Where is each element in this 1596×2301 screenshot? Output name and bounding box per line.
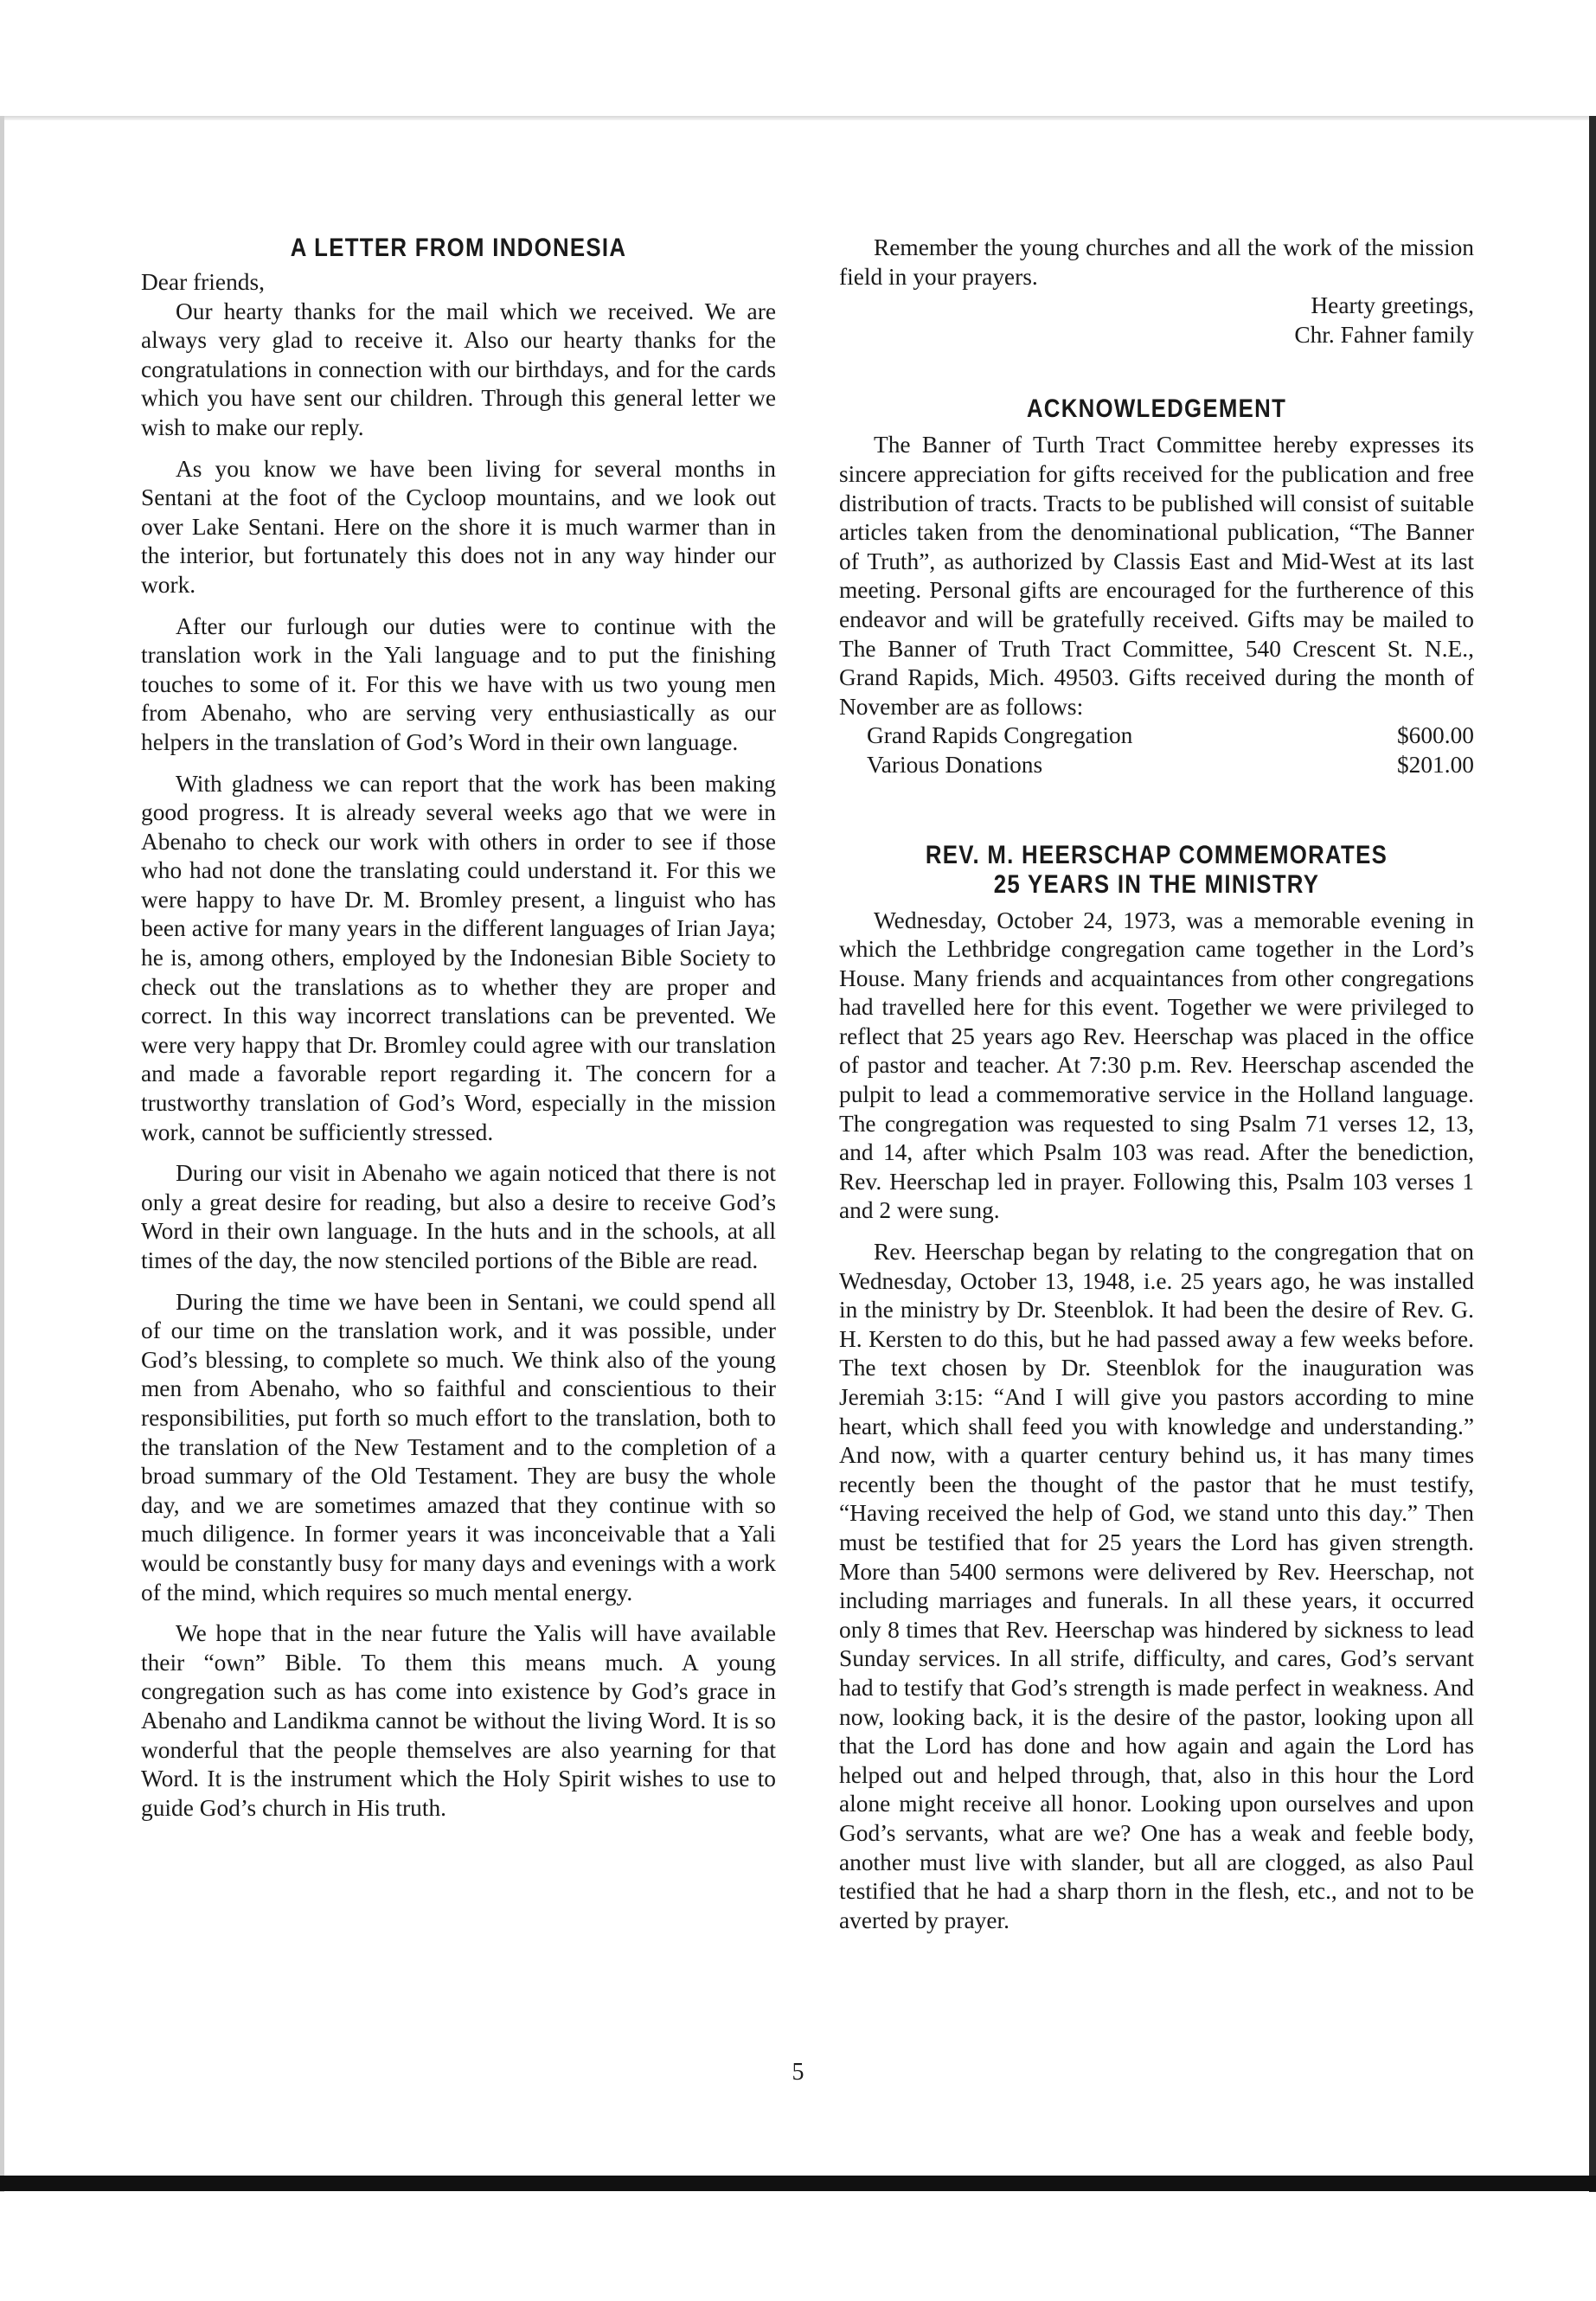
gift-row	[867, 721, 1474, 751]
scan-right-edge	[1589, 116, 1596, 2192]
commemoration-title-line1: REV. M. HEERSCHAP COMMEMORATES	[925, 840, 1388, 869]
commemoration-paragraph: Wednesday, October 24, 1973, was a memorable evening in which the Lethbridge congregation came together in the Lord’s House. Many friends and acquaintances from other congregations had travelled here for this event. Together we were privileged to reflect that 25 years ago Rev. Heerschap was placed in the office of pastor and teacher. At 7:30 p.m. Rev. Heerschap ascended the pulpit to lead a commemorative service in the Holland language. The congregation was requested to sing Psalm 71 verses 12, 13, and 14, after which Psalm 103 was read. After the benediction, Rev. Heerschap led in prayer. Following this, Psalm 103 verses 1 and 2 were sung.	[839, 907, 1474, 1224]
gift-row	[867, 751, 1474, 780]
letter-closing-paragraph: Remember the young churches and all the work of the mission field in your prayers.	[839, 234, 1474, 290]
acknowledgement-paragraph: The Banner of Turth Tract Committee hereby expresses its sincere appreciation for gifts received for the publication and free distribution of tracts. Tracts to be published will consist of suitable articles taken from the denominational publication, “The Banner of Truth”, as authorized by Classis East and Mid-West at its last meeting. Personal gifts are encouraged for the furtherence of this endeavor and will be gratefully received. Gifts may be mailed to The Banner of Truth Tract Committee, 540 Crescent St. N.E., Grand Rapids, Mich. 49503. Gifts received during the month of November are as follows:	[839, 432, 1474, 720]
letter-paragraph: With gladness we can report that the work has been making good progress. It is already several weeks ago that we were in Abenaho to check our work with others in order to see if those who had not done the translating could understand it. For this we were happy to have Dr. M. Bromley present, a linguist who has been active for many years in the different languages of Irian Jaya; he is, among others, employed by the Indonesian Bible Society to check out the translations as to whether they are proper and correct. In this way incorrect translations can be prevented. We were very happy that Dr. Bromley could agree with our translation and made a favorable report regarding it. The concern for a trustworthy translation of God’s Word, especially in the mission work, cannot be sufficiently stressed.	[141, 770, 776, 1145]
scan-bottom-edge	[0, 2176, 1596, 2191]
page-number: 5	[792, 2059, 804, 2086]
commemoration-title-line2: 25 YEARS IN THE MINISTRY	[993, 869, 1320, 899]
letter-paragraph: During the time we have been in Sentani, we could spend all of our time on the translation work, and it was possible, under God’s blessing, to complete so much. We think also of the young men from Abenaho, who so faithful and conscientious to their responsibilities, put forth so much effort to the translation, both to the translation of the New Testament and to the completion of a broad summary of the Old Testament. They are busy the whole day, and we are sometimes amazed that they continue with so much diligence. In former years it was inconceivable that a Yali would be constantly busy for many days and evenings with a work of the mind, which requires so much mental energy.	[141, 1288, 776, 1606]
letter-sign-off: Hearty greetings,	[1311, 292, 1474, 319]
letter-paragraph: After our furlough our duties were to continue with the translation work in the Yali language and to put the finishing touches to some of it. For this we have with us two young men from Abenaho, who are serving very enthusiastically as our helpers in the translation of God’s Word in their own language.	[141, 612, 776, 755]
letter-title: A LETTER FROM INDONESIA	[290, 234, 627, 262]
scan-left-edge	[0, 116, 4, 2192]
letter-paragraph: Our hearty thanks for the mail which we received. We are always very glad to receive it. Also our hearty thanks for the congratulations in connection with our birthdays, and for the cards which you have sent our children. Through this general letter we wish to make our reply.	[141, 298, 776, 440]
gift-source: Various Donations	[867, 751, 1043, 778]
letter-paragraph: During our visit in Abenaho we again noticed that there is not only a great desire for reading, but also a desire to receive God’s Word in their own language. In the huts and in the schools, at all times of the day, the now stenciled portions of the Bible are read.	[141, 1160, 776, 1273]
letter-salutation: Dear friends,	[141, 269, 265, 295]
gift-amount: $201.00	[1396, 751, 1474, 778]
letter-paragraph: We hope that in the near future the Yalis will have available their “own” Bible. To them this means much. A young congregation such as has come into existence by God’s grace in Abenaho and Landikma cannot be without the living Word. It is so wonderful that the people themselves are also yearning for that Word. It is the instrument which the Holy Spirit wishes to use to guide God’s church in His truth.	[141, 1620, 776, 1821]
right-column	[839, 234, 1474, 1935]
acknowledgement-title: ACKNOWLEDGEMENT	[1026, 394, 1287, 424]
letter-paragraph: As you know we have been living for several months in Sentani at the foot of the Cycloop mountains, and we look out over Lake Sentani. Here on the shore it is much warmer than in the interior, but fortunately this does not in any way hinder our work.	[141, 455, 776, 598]
gifts-list	[839, 721, 1474, 779]
commemoration-paragraph: Rev. Heerschap began by relating to the congregation that on Wednesday, October 13, 1948, i.e. 25 years ago, he was installed in the ministry by Dr. Steenblok. It had been the desire of Rev. G. H. Kersten to do this, but he had passed away a few weeks before. The text chosen by Dr. Steenblok for the inauguration was Jeremiah 3:15: “And I will give you pastors according to mine heart, which shall feed you with knowledge and understanding.” And now, with a quarter century behind us, it has many times recently been the thought of the pastor that he must testify, “Having received the help of God, we stand unto this day.” Then must be testified that for 25 years the Lord has given strength. More than 5400 sermons were delivered by Rev. Heerschap, not including marriages and funerals. In all these years, it occurred only 8 times that Rev. Heerschap was hindered by sickness to lead Sunday services. In all strife, difficulty, and cares, God’s servant had to testify that God’s strength is made perfect in weakness. And now, looking back, it is the desire of the pastor, looking upon all that the Lord has done and how again and again the Lord has helped out and helped through, that, also in this hour the Lord alone might receive all honor. Looking upon ourselves and upon God’s servants, what are we? One has a weak and feeble body, another must live with slander, but all are clogged, as also Paul testified that he had a sharp thorn in the flesh, etc., and not to be averted by prayer.	[839, 1239, 1474, 1933]
letter-signature: Chr. Fahner family	[1294, 321, 1474, 348]
gift-source: Grand Rapids Congregation	[867, 722, 1133, 749]
scan-top-edge	[0, 116, 1596, 120]
gift-amount: $600.00	[1396, 722, 1474, 749]
left-column	[141, 234, 776, 1835]
